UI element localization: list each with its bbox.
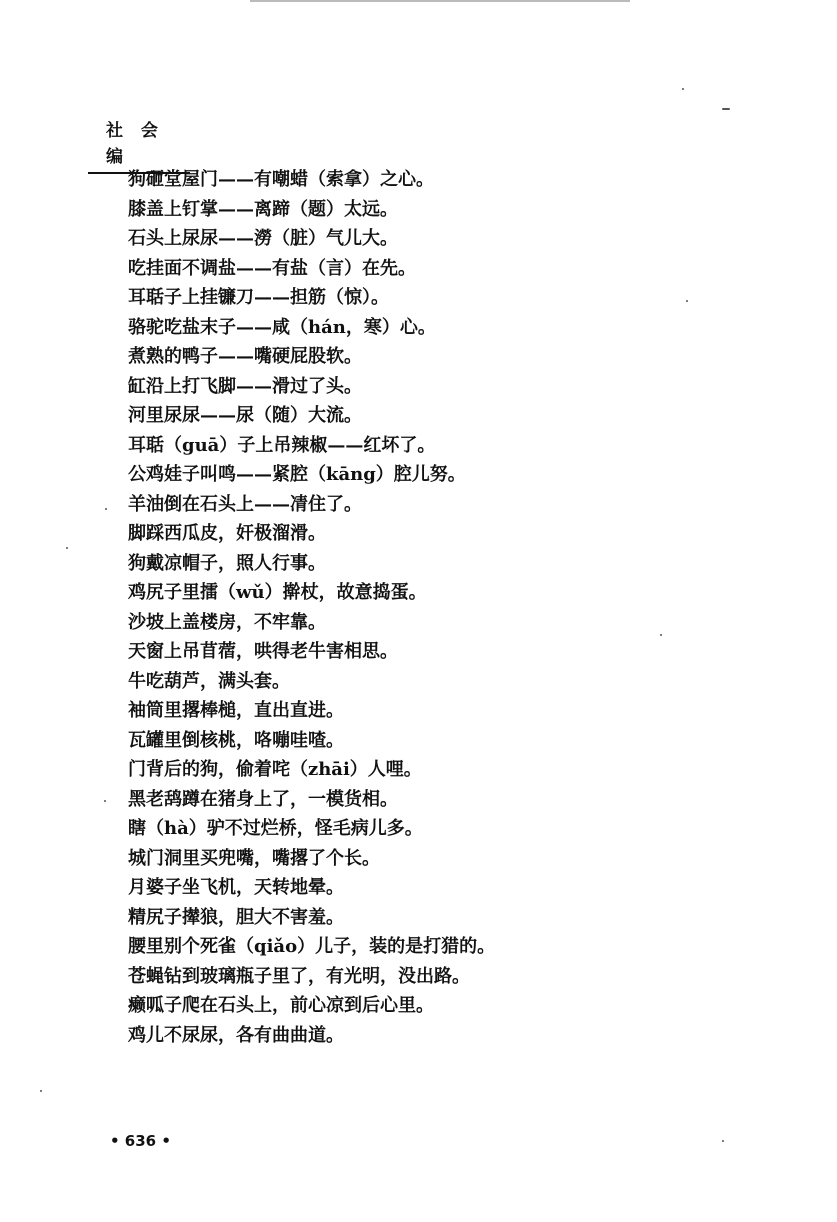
proverb-line: 精尻子撵狼，胆大不害羞。	[128, 906, 344, 928]
proverb-line: 狗戴凉帽子，照人行事。	[128, 552, 326, 574]
proverb-line: 沙坡上盖楼房，不牢靠。	[128, 611, 326, 633]
proverb-line: 袖筒里撂棒槌，直出直进。	[128, 700, 344, 721]
scan-speck	[66, 547, 68, 549]
page-number: • 636 •	[110, 1132, 171, 1150]
proverb-line: 公鸡娃子叫鸣——紧腔（kāng）腔儿努。	[128, 464, 466, 485]
proverb-line: 鸡儿不尿尿，各有曲曲道。	[128, 1024, 344, 1046]
proverb-line: 吃挂面不调盐——有盐（言）在先。	[128, 257, 416, 279]
proverb-line: 苍蝇钻到玻璃瓶子里了，有光明，没出路。	[128, 965, 470, 987]
proverb-list	[128, 165, 788, 1050]
proverb-line: 骆驼吃盐末子——咸（hán，寒）心。	[128, 316, 436, 338]
proverb-line: 黑老鸹蹲在猪身上了，一模货相。	[128, 788, 398, 810]
proverb-line: 天窗上吊苜蓿，哄得老牛害相思。	[128, 641, 398, 662]
proverb-line: 耳聒（guā）子上吊辣椒——红坏了。	[128, 434, 436, 456]
proverb-line: 缸沿上打飞脚——滑过了头。	[128, 375, 362, 397]
scan-speck	[722, 108, 730, 110]
proverb-line: 鸡尻子里擂（wǔ）擀杖，故意捣蛋。	[128, 582, 427, 603]
scan-speck	[686, 300, 688, 302]
proverb-line: 门背后的狗，偷着咤（zhāi）人哩。	[128, 759, 422, 780]
scan-speck	[682, 88, 684, 90]
proverb-line: 瓦罐里倒核桃，咯嘣哇喳。	[128, 729, 344, 751]
proverb-line: 煮熟的鸭子——嘴硬屁股软。	[128, 346, 362, 367]
section-title: 社 会 编	[106, 121, 164, 167]
proverb-line: 耳聒子上挂镰刀——担筋（惊）。	[128, 287, 389, 308]
top-scan-rule	[250, 0, 630, 2]
scan-speck	[105, 508, 107, 510]
scan-speck	[40, 1090, 42, 1092]
proverb-line: 癞呱子爬在石头上，前心凉到后心里。	[128, 995, 434, 1016]
proverb-line: 羊油倒在石头上——凊住了。	[128, 493, 362, 515]
proverb-line: 瞎（hà）驴不过烂桥，怪毛病儿多。	[128, 818, 423, 839]
proverb-line: 狗砸堂屋门——有嘲蜡（索拿）之心。	[128, 169, 434, 190]
scan-speck	[722, 1140, 724, 1142]
proverb-line: 腰里别个死雀（qiǎo）儿子，装的是打猎的。	[128, 936, 496, 957]
scan-speck	[104, 800, 106, 802]
proverb-line: 月婆子坐飞机，天转地晕。	[128, 877, 344, 898]
scan-speck	[660, 634, 662, 636]
proverb-line: 脚踩西瓜皮，奸极溜滑。	[128, 523, 326, 544]
proverb-line: 膝盖上钉掌——离蹄（题）太远。	[128, 198, 398, 220]
proverb-line: 河里尿尿——尿（随）大流。	[128, 405, 362, 426]
proverb-line: 牛吃葫芦，满头套。	[128, 670, 290, 692]
proverb-line: 石头上尿尿——澇（脏）气儿大。	[128, 228, 398, 249]
proverb-line: 城门洞里买兜嘴，嘴撂了个长。	[128, 847, 380, 869]
